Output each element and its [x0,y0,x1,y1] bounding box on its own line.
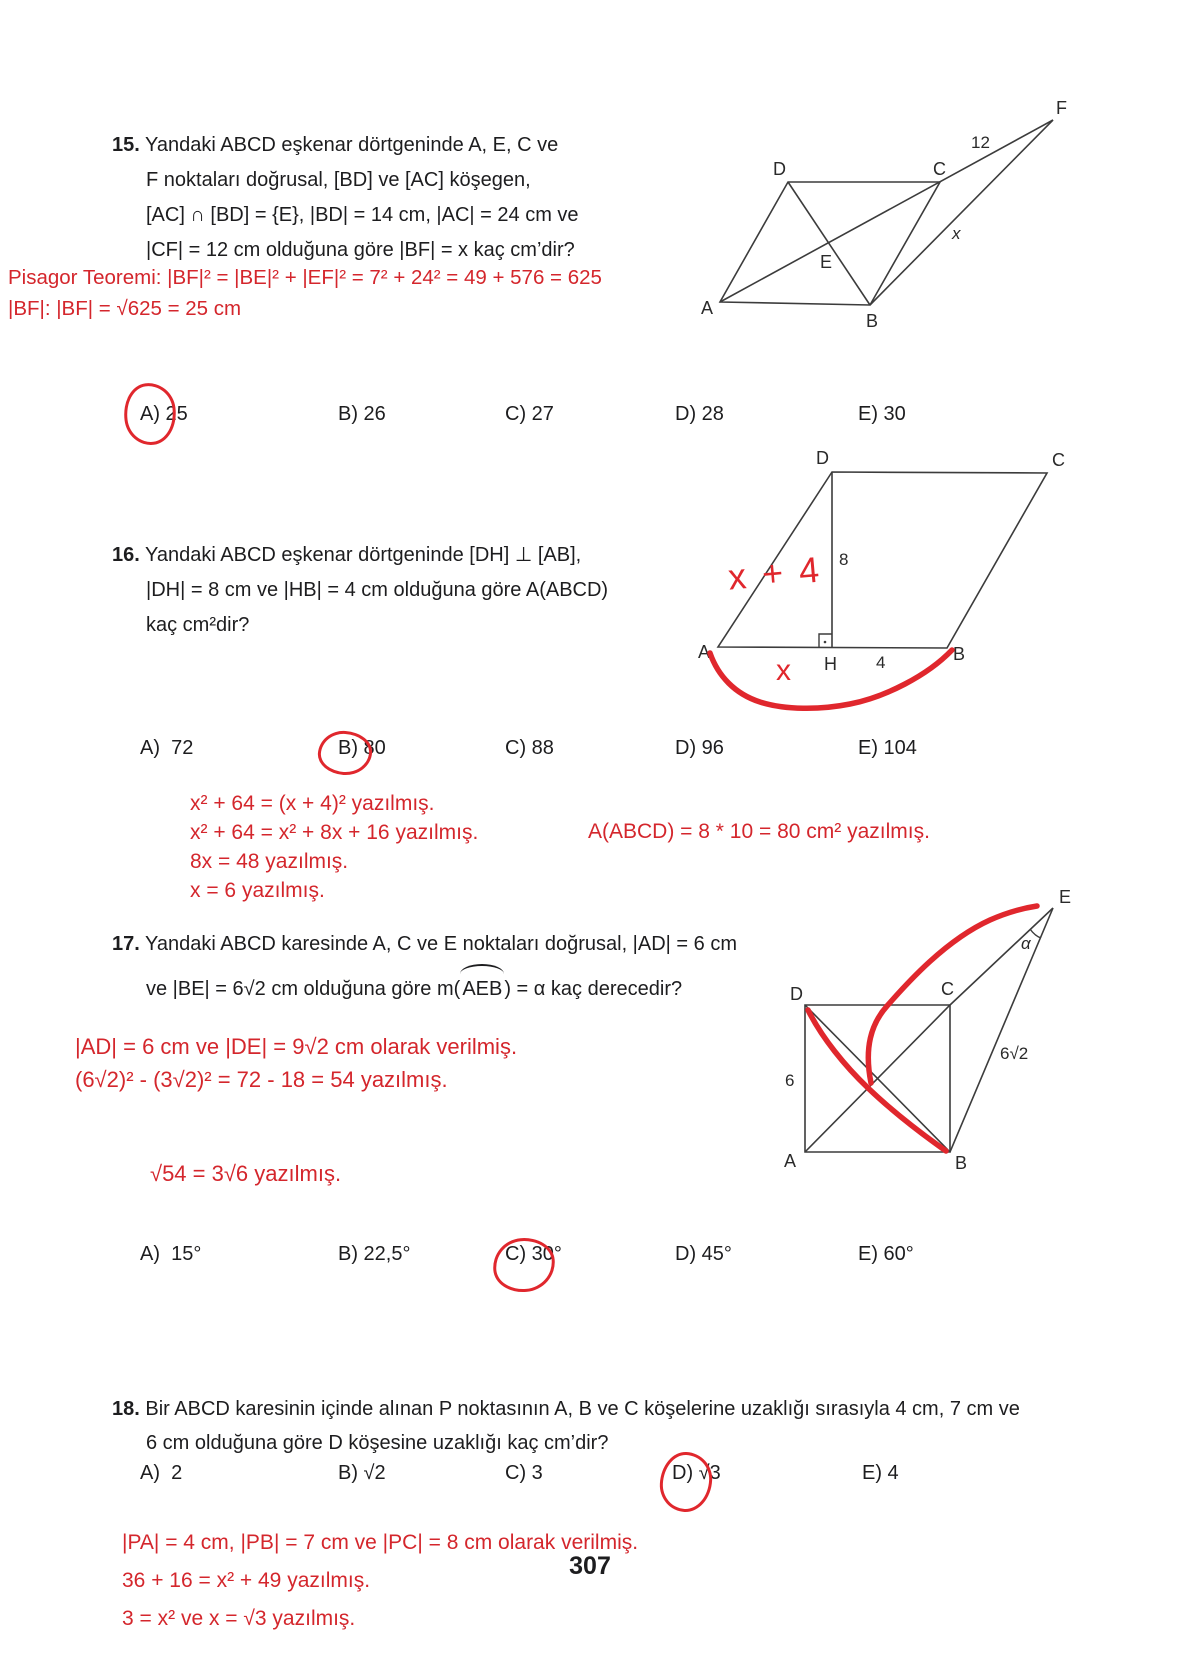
q18-option-c: C) 3 [505,1462,543,1484]
measure-bf-x: x [952,224,961,243]
measure-side-6: 6 [785,1071,795,1090]
q15-number: 15. [112,134,140,156]
q18-option-b: B) √2 [338,1462,386,1484]
question-16-text [112,538,608,643]
vertex-label-e: E [1059,887,1072,907]
q17-line-2 [112,967,737,1012]
q15-text-line [112,128,579,163]
handwritten-base-label: x [776,654,791,687]
q18-text-line [112,1392,1020,1426]
measure-dh-8: 8 [839,550,849,569]
q15-option-b: B) 26 [338,403,386,425]
q18-option-d: D) √3 [672,1462,721,1484]
q16-line-2: |DH| = 8 cm ve |HB| = 4 cm olduğuna göre A(ABCD) [146,579,609,601]
q17-text-line [112,922,737,967]
q18-option-e: E) 4 [862,1462,899,1484]
line-a-c-e [805,908,1053,1152]
q15-line-2: F noktaları doğrusal, [BD] ve [AC] köşegen, [146,169,531,191]
measure-hb-4: 4 [876,653,886,672]
right-angle-dot [824,641,827,644]
q15-option-c: C) 27 [505,403,554,425]
line-b-e [950,908,1053,1152]
q17-line-1: Yandaki ABCD karesinde A, C ve E noktaları doğrusal, |AD| = 6 cm [145,933,737,955]
vertex-label-d: D [773,159,786,179]
q17-number: 17. [112,933,140,955]
q16-solution-area-line: A(ABCD) = 8 * 10 = 80 cm² yazılmış. [588,820,930,843]
q16-solution-line-4: x = 6 yazılmış. [190,879,325,902]
q16-line-1: Yandaki ABCD eşkenar dörtgeninde [DH] ⊥ [AB], [145,544,582,566]
q16-line-3: kaç cm²dir? [146,614,250,636]
page-number: 307 [569,1552,611,1580]
q18-solution-line-1: |PA| = 4 cm, |PB| = 7 cm ve |PC| = 8 cm olarak verilmiş. [122,1531,639,1554]
q16-solution-line-3: 8x = 48 yazılmış. [190,850,349,873]
handwritten-side-label: x + 4 [726,548,824,598]
q17-solution [75,1030,517,1096]
angle-arc [1030,929,1041,938]
q17-solution-note-line: √54 = 3√6 yazılmış. [150,1161,342,1186]
q15-line-3: [AC] ∩ [BD] = {E}, |BD| = 14 cm, |AC| = 24 cm ve [146,204,579,226]
q17-option-a: A) 15° [140,1243,202,1265]
vertex-label-a: A [784,1151,797,1171]
q17-option-e: E) 60° [858,1243,914,1265]
q17-option-d: D) 45° [675,1243,732,1265]
q15-option-a: A) 25 [140,403,188,425]
q15-diagram [655,92,1085,332]
q16-solution-area [588,816,930,847]
q18-number: 18. [112,1398,140,1420]
q17-option-b: B) 22,5° [338,1243,411,1265]
q15-annotation-line-1: Pisagor Teoremi: |BF|² = |BE|² + |EF|² = 7² + 24² = 49 + 576 = 625 [8,266,602,289]
vertex-label-b: B [953,644,966,664]
q16-solution-line-2: x² + 64 = x² + 8x + 16 yazılmış. [190,821,479,844]
q16-text-line [112,538,608,573]
q16-option-e: E) 104 [858,737,917,759]
question-18-text [112,1392,1020,1460]
diagonal-d-b [788,182,870,305]
vertex-label-d: D [790,984,803,1004]
measure-be: 6√2 [1000,1044,1029,1063]
q16-solution [190,789,478,905]
measure-cf-12: 12 [971,133,990,152]
vertex-label-c: C [1052,450,1065,470]
q17-option-c: C) 30° [505,1243,562,1265]
q18-solution [122,1524,638,1638]
q18-option-a: A) 2 [140,1462,183,1484]
q17-line2-pre: ve |BE| = 6√2 cm olduğuna göre m( [146,978,461,1000]
q18-line-1: Bir ABCD karesinin içinde alınan P noktasının A, B ve C köşelerine uzaklığı sırasıyla 4 cm, 7 cm ve [145,1398,1020,1420]
vertex-label-d: D [816,448,829,468]
q16-option-d: D) 96 [675,737,724,759]
vertex-label-c: C [941,979,954,999]
q17-solution-line-2: (6√2)² - (3√2)² = 72 - 18 = 54 yazılmış. [75,1067,448,1092]
vertex-label-b: B [955,1153,968,1173]
q18-solution-line-2: 36 + 16 = x² + 49 yazılmış. [122,1569,371,1592]
q15-line-1: Yandaki ABCD eşkenar dörtgeninde A, E, C ve [145,134,559,156]
question-15-text [112,128,579,268]
q15-option-e: E) 30 [858,403,906,425]
question-17-text [112,922,737,1012]
q15-line-4: |CF| = 12 cm olduğuna göre |BF| = x kaç cm’dir? [146,239,575,261]
q18-solution-line-3: 3 = x² ve x = √3 yazılmış. [122,1607,356,1630]
q17-angle-aeb: AEB [460,967,504,1012]
vertex-label-c: C [933,159,946,179]
vertex-label-f: F [1056,98,1067,118]
q16-diagram [690,438,1082,710]
q18-answer-circle [658,1451,713,1514]
q16-solution-line-1: x² + 64 = (x + 4)² yazılmış. [190,792,435,815]
q16-option-b: B) 80 [338,737,386,759]
vertex-label-h: H [824,654,837,674]
q16-option-a: A) 72 [140,737,194,759]
q15-answer-circle [120,380,179,448]
vertex-label-e: E [820,252,833,272]
q15-annotation-line-2: |BF|: |BF| = √625 = 25 cm [8,297,242,320]
vertex-label-b: B [866,311,879,331]
vertex-label-a: A [701,298,714,318]
q17-solution-line-1: |AD| = 6 cm ve |DE| = 9√2 cm olarak verilmiş. [75,1034,518,1059]
vertex-label-a: A [698,642,711,662]
q16-option-c: C) 88 [505,737,554,759]
q18-line-2: 6 cm olduğuna göre D köşesine uzaklığı kaç cm’dir? [146,1432,609,1454]
angle-label-alpha: α [1021,934,1031,953]
q17-diagram [748,868,1100,1175]
q17-solution-note [150,1158,341,1189]
q15-option-d: D) 28 [675,403,724,425]
q17-line2-post: ) = α kaç derecedir? [504,978,683,1000]
q16-number: 16. [112,544,140,566]
line-b-f [870,120,1053,305]
q15-annotation [8,262,602,324]
